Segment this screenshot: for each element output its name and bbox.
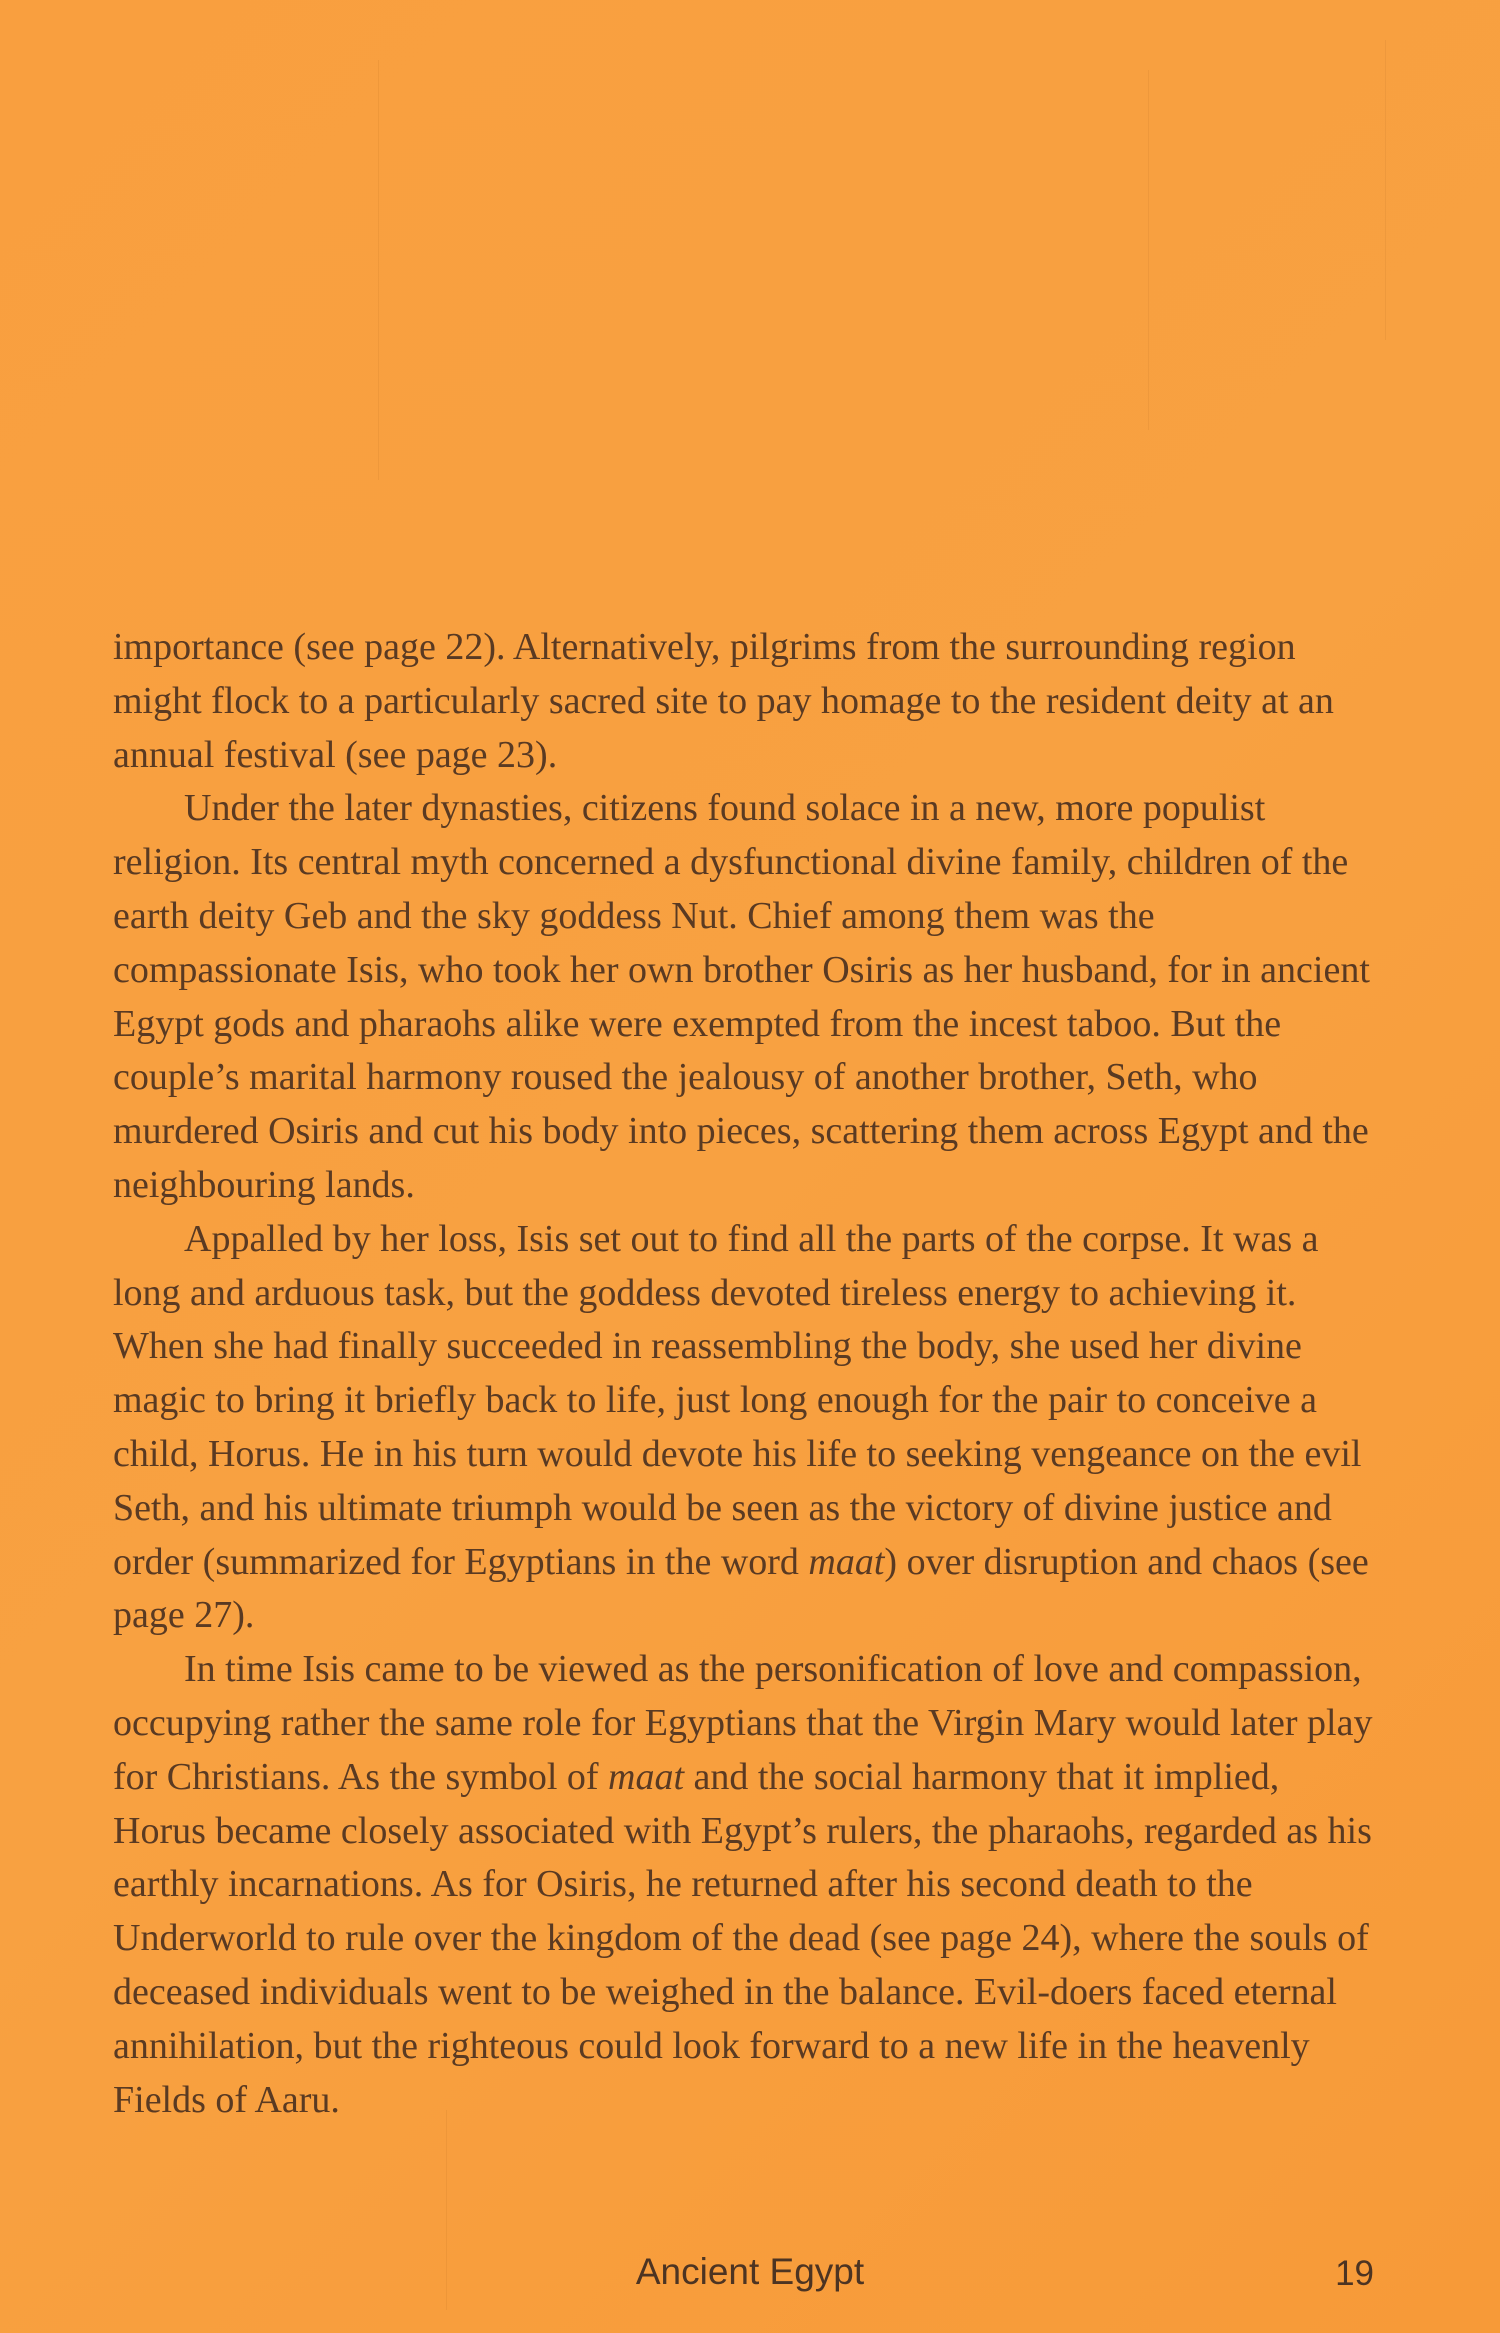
- paper-texture-line: [1148, 70, 1149, 430]
- paragraph-3: [113, 1213, 1378, 1643]
- paragraph-4-text-b: and the social harmony that it implied, Horus became closely associated with Egypt’s rulers, the pharaohs, regarded as his earthly incarnations. As for Osiris, he returned after his second death to the Underworld to rule over the kingdom of the dead (see page 24), where the souls of deceased individuals went to be weighed in the balance. Evil-doers faced eternal annihilation, but the righteous could look forward to a new life in the heavenly Fields of Aaru.: [113, 1755, 1372, 2121]
- paragraph-2-text: Under the later dynasties, citizens found solace in a new, more populist religion. Its central myth concerned a dysfunctional divine family, children of the earth deity Geb and the sky goddess Nut. Chief among them was the compassionate Isis, who took her own brother Osiris as her husband, for in ancient Egypt gods and pharaohs alike were exempted from the incest taboo. But the couple’s marital harmony roused the jealousy of another brother, Seth, who murdered Osiris and cut his body into pieces, scattering them across Egypt and the neighbouring lands.: [113, 787, 1370, 1206]
- body-text: [113, 621, 1378, 2127]
- paragraph-2: [113, 782, 1378, 1212]
- paragraph-4-italic-term: maat: [608, 1755, 685, 1798]
- paragraph-3-text-a: Appalled by her loss, Isis set out to find all the parts of the corpse. It was a long and arduous task, but the goddess devoted tireless energy to achieving it. When she had finally succeeded in reassembling the body, she used her divine magic to bring it briefly back to life, just long enough for the pair to conceive a child, Horus. He in his turn would devote his life to seeking vengeance on the evil Seth, and his ultimate triumph would be seen as the victory of divine justice and order (summarized for Egyptians in the word: [113, 1217, 1362, 1583]
- page-number: 19: [1335, 2254, 1374, 2293]
- paper-texture-line: [1385, 40, 1386, 340]
- paragraph-1: [113, 621, 1378, 782]
- paragraph-4-text-a: In time Isis came to be viewed as the personification of love and compassion, occupying rather the same role for Egyptians that the Virgin Mary would later play for Christians. As the symbol of: [113, 1648, 1373, 1798]
- paragraph-4: [113, 1643, 1378, 2127]
- paragraph-3-text-b: ) over disruption and chaos (see page 27).: [113, 1540, 1369, 1637]
- paper-texture-line: [378, 60, 379, 480]
- paragraph-1-text: importance (see page 22). Alternatively, pilgrims from the surrounding region might flock to a particularly sacred site to pay homage to the resident deity at an annual festival (see page 23).: [113, 626, 1334, 776]
- paragraph-3-italic-term: maat: [808, 1540, 885, 1583]
- running-footer-title: Ancient Egypt: [635, 2251, 865, 2292]
